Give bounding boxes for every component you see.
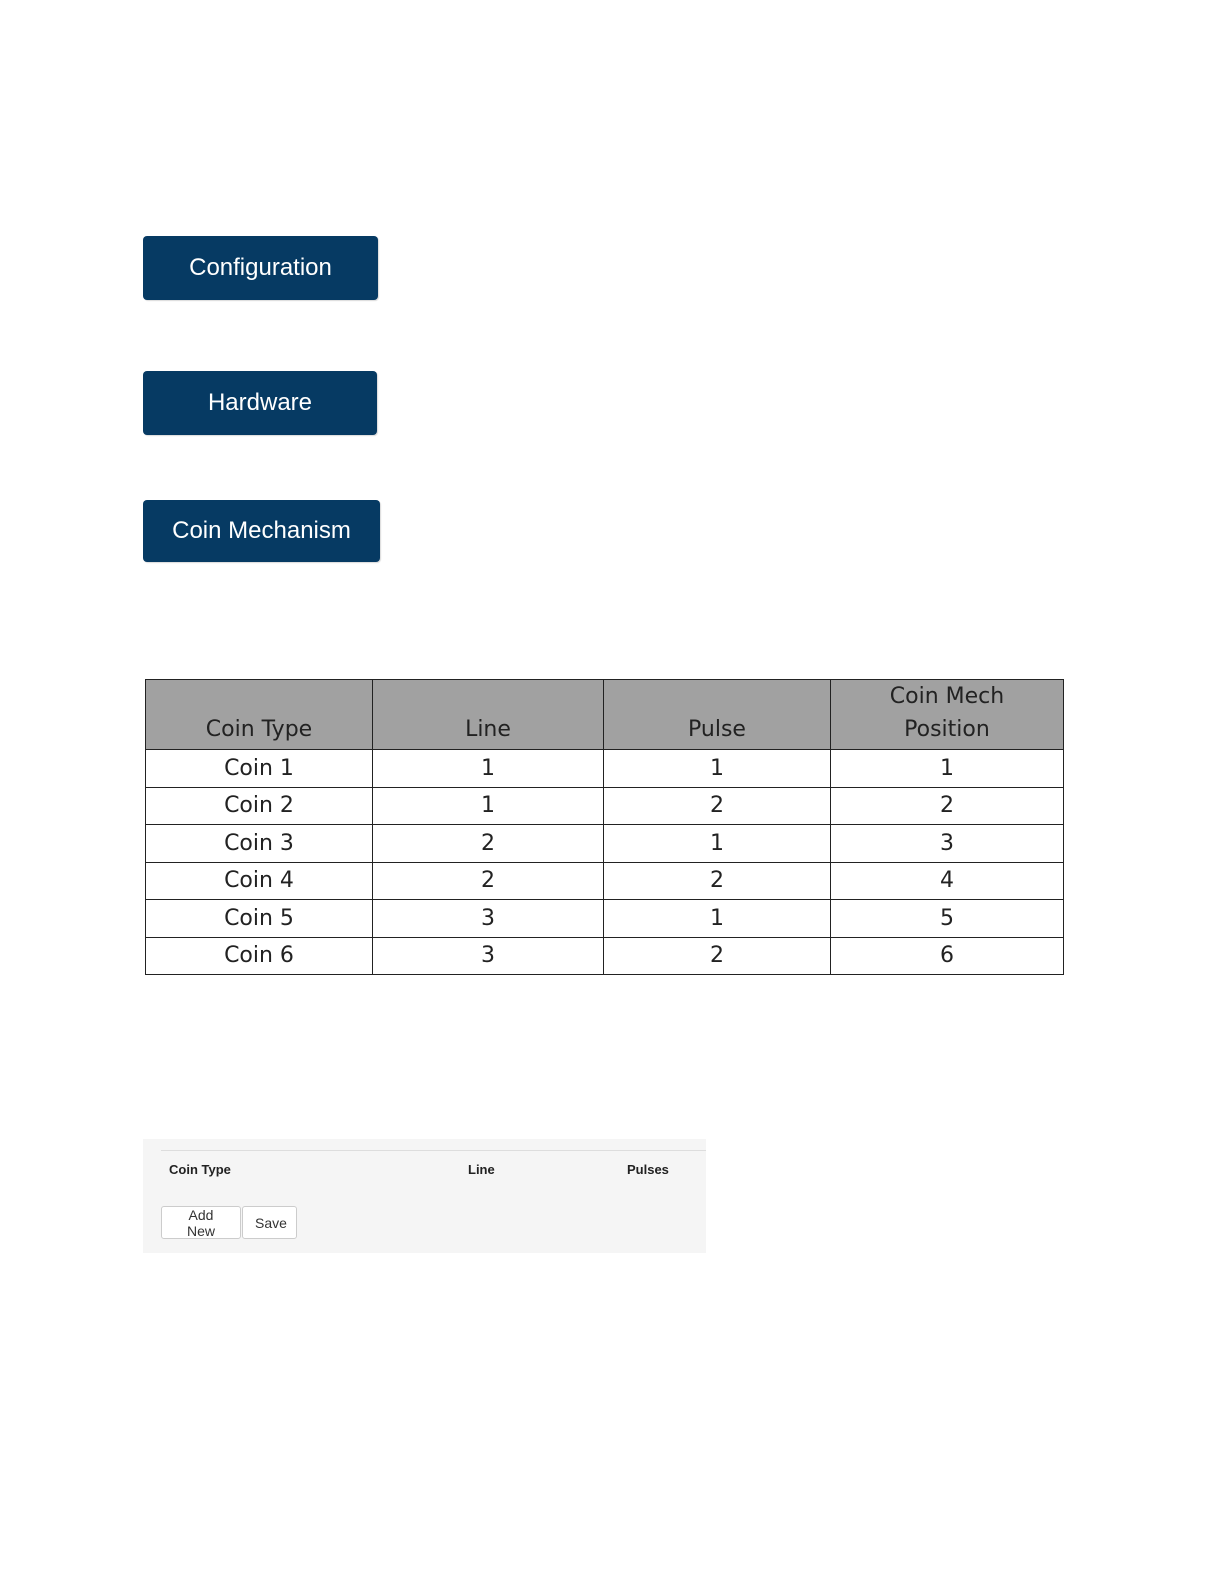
cell-line: 3	[373, 937, 604, 975]
cell-line: 2	[373, 825, 604, 863]
cell-position: 3	[831, 825, 1064, 863]
cell-line: 1	[373, 750, 604, 788]
cell-coin-type: Coin 1	[146, 750, 373, 788]
divider	[161, 1150, 706, 1151]
table-row	[146, 750, 1064, 788]
cell-pulse: 1	[604, 900, 831, 938]
cell-pulse: 2	[604, 937, 831, 975]
table-row	[146, 900, 1064, 938]
header-line: Line	[373, 680, 604, 750]
table-header	[146, 680, 1064, 750]
header-coin-mech-position-text: Coin Mech Position	[889, 684, 1005, 742]
add-new-button[interactable]: Add New	[161, 1206, 241, 1239]
cell-pulse: 2	[604, 862, 831, 900]
save-button[interactable]: Save	[242, 1206, 297, 1239]
cell-coin-type: Coin 3	[146, 825, 373, 863]
header-coin-mech-position	[831, 680, 1064, 750]
cell-pulse: 1	[604, 750, 831, 788]
cell-coin-type: Coin 6	[146, 937, 373, 975]
cell-pulse: 2	[604, 787, 831, 825]
cell-position: 2	[831, 787, 1064, 825]
form-header-coin-type: Coin Type	[169, 1162, 231, 1177]
table-row	[146, 825, 1064, 863]
table-row	[146, 862, 1064, 900]
cell-position: 1	[831, 750, 1064, 788]
cell-coin-type: Coin 2	[146, 787, 373, 825]
table-row	[146, 937, 1064, 975]
cell-coin-type: Coin 5	[146, 900, 373, 938]
form-header-pulses: Pulses	[627, 1162, 669, 1177]
coin-mechanism-button[interactable]: Coin Mechanism	[143, 500, 380, 562]
cell-position: 6	[831, 937, 1064, 975]
cell-line: 3	[373, 900, 604, 938]
cell-line: 2	[373, 862, 604, 900]
table-row	[146, 787, 1064, 825]
hardware-button[interactable]: Hardware	[143, 371, 377, 435]
table-body	[146, 750, 1064, 975]
cell-pulse: 1	[604, 825, 831, 863]
coin-config-panel	[143, 1139, 706, 1253]
cell-line: 1	[373, 787, 604, 825]
coin-mapping-table	[145, 679, 1064, 975]
configuration-button[interactable]: Configuration	[143, 236, 378, 300]
header-pulse: Pulse	[604, 680, 831, 750]
form-header-line: Line	[468, 1162, 495, 1177]
cell-position: 4	[831, 862, 1064, 900]
table-header-row	[146, 680, 1064, 750]
header-coin-type: Coin Type	[146, 680, 373, 750]
cell-coin-type: Coin 4	[146, 862, 373, 900]
cell-position: 5	[831, 900, 1064, 938]
